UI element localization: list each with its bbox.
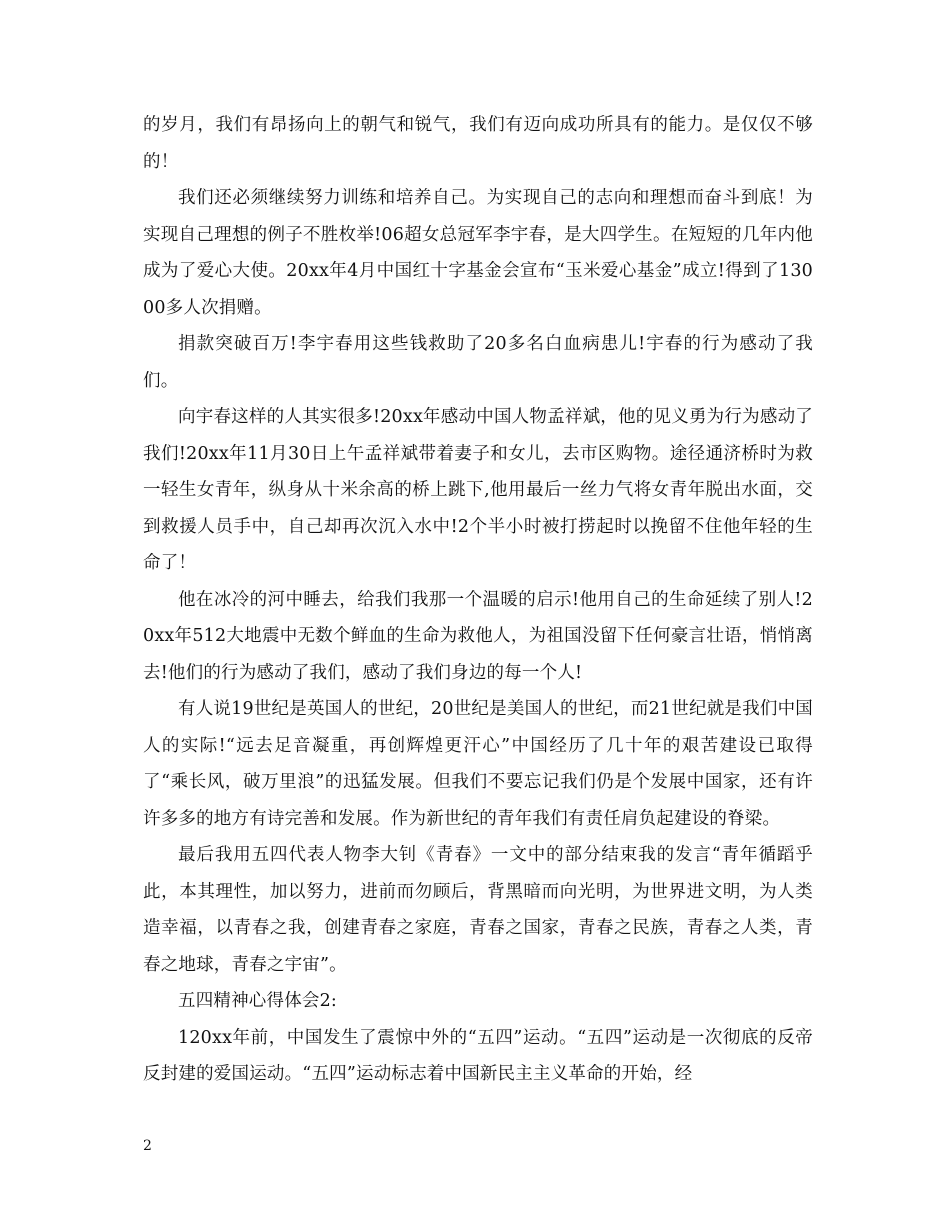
- section-heading: 五四精神心得体会2:: [178, 991, 338, 1011]
- paragraph-4: 向宇春这样的人其实很多!20xx年感动中国人物孟祥斌，他的见义勇为行为感动了我们!20xx年11月30日上午孟祥斌带着妻子和女儿，去市区购物。途径通济桥时为救一轻生女青年，纵身从十米余高的桥上跳下,他用最后一丝力气将女青年脱出水面，交到救援人员手中，自己却再次沉入水中!2个半小时被打捞起时以挽留不住他年轻的生命了！: [143, 407, 813, 573]
- paragraph-1: 的岁月，我们有昂扬向上的朝气和锐气，我们有迈向成功所具有的能力。是仅仅不够的！: [143, 115, 813, 172]
- paragraph-5: 他在冰冷的河中睡去，给我们我那一个温暖的启示!他用自己的生命延续了别人!20xx年512大地震中无数个鲜血的生命为救他人，为祖国没留下任何豪言壮语，悄悄离去!他们的行为感动了我们，感动了我们身边的每一个人!: [143, 589, 813, 683]
- paragraph-2: 我们还必须继续努力训练和培养自己。为实现自己的志向和理想而奋斗到底！为实现自己理想的例子不胜枚举!06超女总冠军李宇春，是大四学生。在短短的几年内他成为了爱心大使。20xx年4月中国红十字基金会宣布“玉米爱心基金”成立!得到了13000多人次捐赠。: [143, 188, 813, 318]
- page-number: 2: [143, 1138, 152, 1154]
- paragraph-3: 捐款突破百万!李宇春用这些钱救助了20多名白血病患儿!宇春的行为感动了我们。: [143, 334, 813, 391]
- paragraph-7: 最后我用五四代表人物李大钊《青春》一文中的部分结束我的发言“青年循蹈乎此，本其理性，加以努力，进前而勿顾后，背黑暗而向光明，为世界进文明，为人类造幸福，以青春之我，创建青春之家庭，青春之国家，青春之民族，青春之人类，青春之地球，青春之宇宙”。: [143, 845, 813, 975]
- paragraph-6: 有人说19世纪是英国人的世纪，20世纪是美国人的世纪，而21世纪就是我们中国人的实际!“远去足音凝重，再创辉煌更汗心”中国经历了几十年的艰苦建设已取得了“乘长风，破万里浪”的迅猛发展。但我们不要忘记我们仍是个发展中国家，还有许许多多的地方有诗完善和发展。作为新世纪的青年我们有责任肩负起建设的脊梁。: [143, 699, 813, 829]
- document-body: [143, 107, 813, 1093]
- paragraph-8: 120xx年前，中国发生了震惊中外的“五四”运动。“五四”运动是一次彻底的反帝反封建的爱国运动。“五四”运动标志着中国新民主主义革命的开始，经: [143, 1027, 813, 1084]
